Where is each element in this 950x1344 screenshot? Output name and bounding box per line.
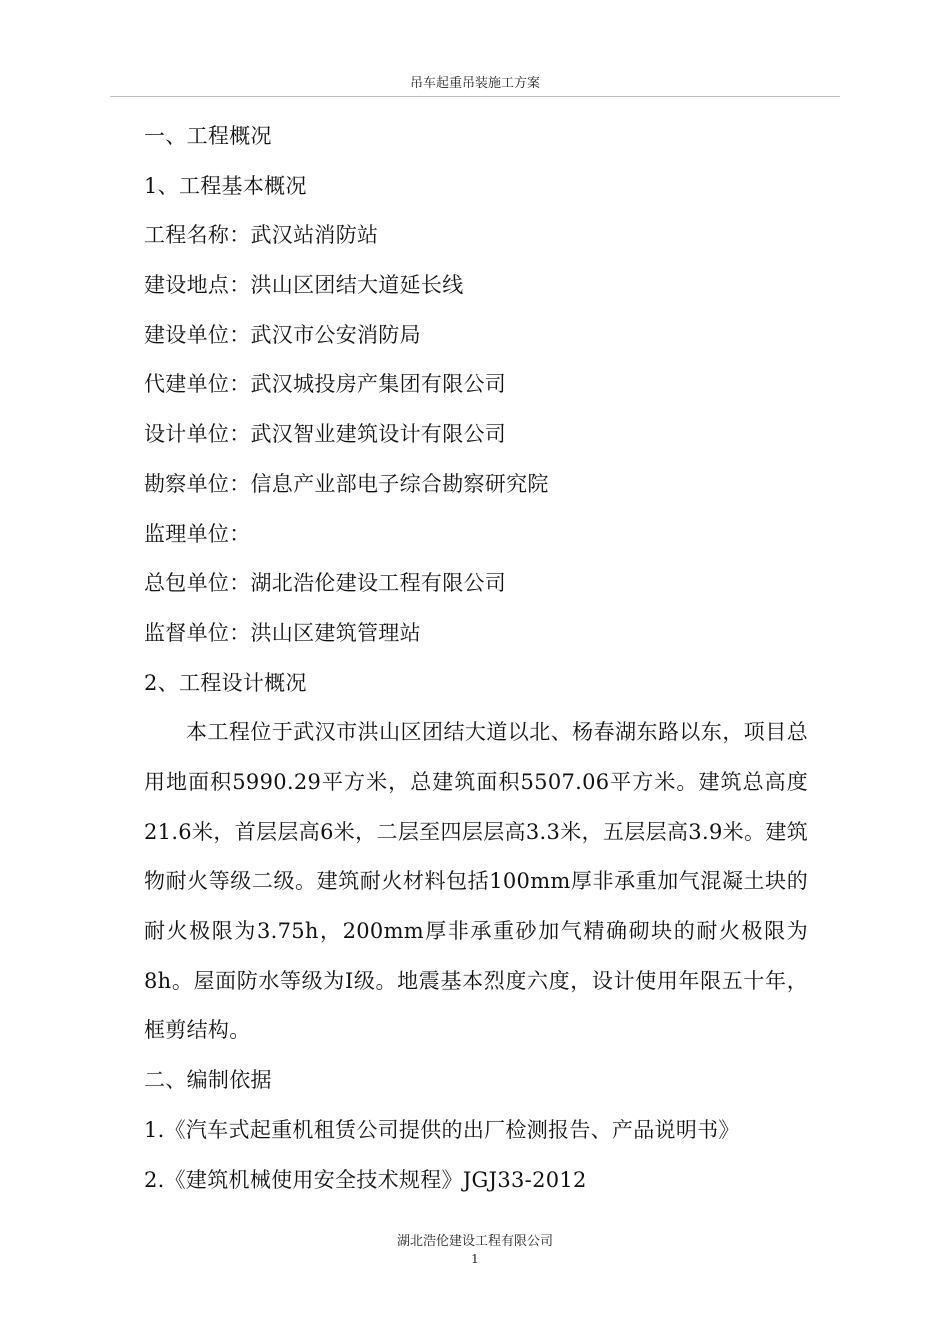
- document-body: [144, 112, 808, 1205]
- design-overview-paragraph: 本工程位于武汉市洪山区团结大道以北、杨春湖东路以东，项目总用地面积5990.29平方米，总建筑面积5507.06平方米。建筑总高度21.6米，首层层高6米，二层至四层层高3.3米，五层层高3.9米。建筑物耐火等级二级。建筑耐火材料包括100mm厚非承重加气混凝土块的耐火极限为3.75h，200mm厚非承重砂加气精确砌块的耐火极限为8h。屋面防水等级为Ⅰ级。地震基本烈度六度，设计使用年限五十年，框剪结构。: [144, 720, 808, 1043]
- section-heading-overview: 一、工程概况: [144, 124, 272, 148]
- field-location: 建设地点：洪山区团结大道延长线: [144, 273, 464, 298]
- section-heading-basis: 二、编制依据: [144, 1068, 272, 1093]
- field-oversight: 监督单位：洪山区建筑管理站: [144, 620, 421, 645]
- field-project-name: 工程名称：武汉站消防站: [144, 223, 379, 248]
- field-agent: 代建单位：武汉城投房产集团有限公司: [144, 372, 507, 397]
- subsection-heading-basic: 1、工程基本概况: [144, 173, 307, 198]
- reference-item: 2.《建筑机械使用安全技术规程》JGJ33-2012: [144, 1167, 587, 1192]
- field-owner: 建设单位：武汉市公安消防局: [144, 322, 421, 347]
- reference-item: 1.《汽车式起重机租赁公司提供的出厂检测报告、产品说明书》: [144, 1117, 740, 1142]
- header-divider: [110, 96, 840, 97]
- page-footer-company: 湖北浩伦建设工程有限公司: [396, 1234, 553, 1249]
- subsection-heading-design: 2、工程设计概况: [144, 670, 307, 695]
- page-number: 1: [471, 1252, 479, 1266]
- field-contractor: 总包单位：湖北浩伦建设工程有限公司: [144, 571, 507, 596]
- field-surveyor: 勘察单位：信息产业部电子综合勘察研究院: [144, 471, 549, 496]
- field-designer: 设计单位：武汉智业建筑设计有限公司: [144, 422, 507, 447]
- field-supervisor: 监理单位：: [144, 521, 251, 546]
- page-header-title: 吊车起重吊装施工方案: [409, 76, 540, 91]
